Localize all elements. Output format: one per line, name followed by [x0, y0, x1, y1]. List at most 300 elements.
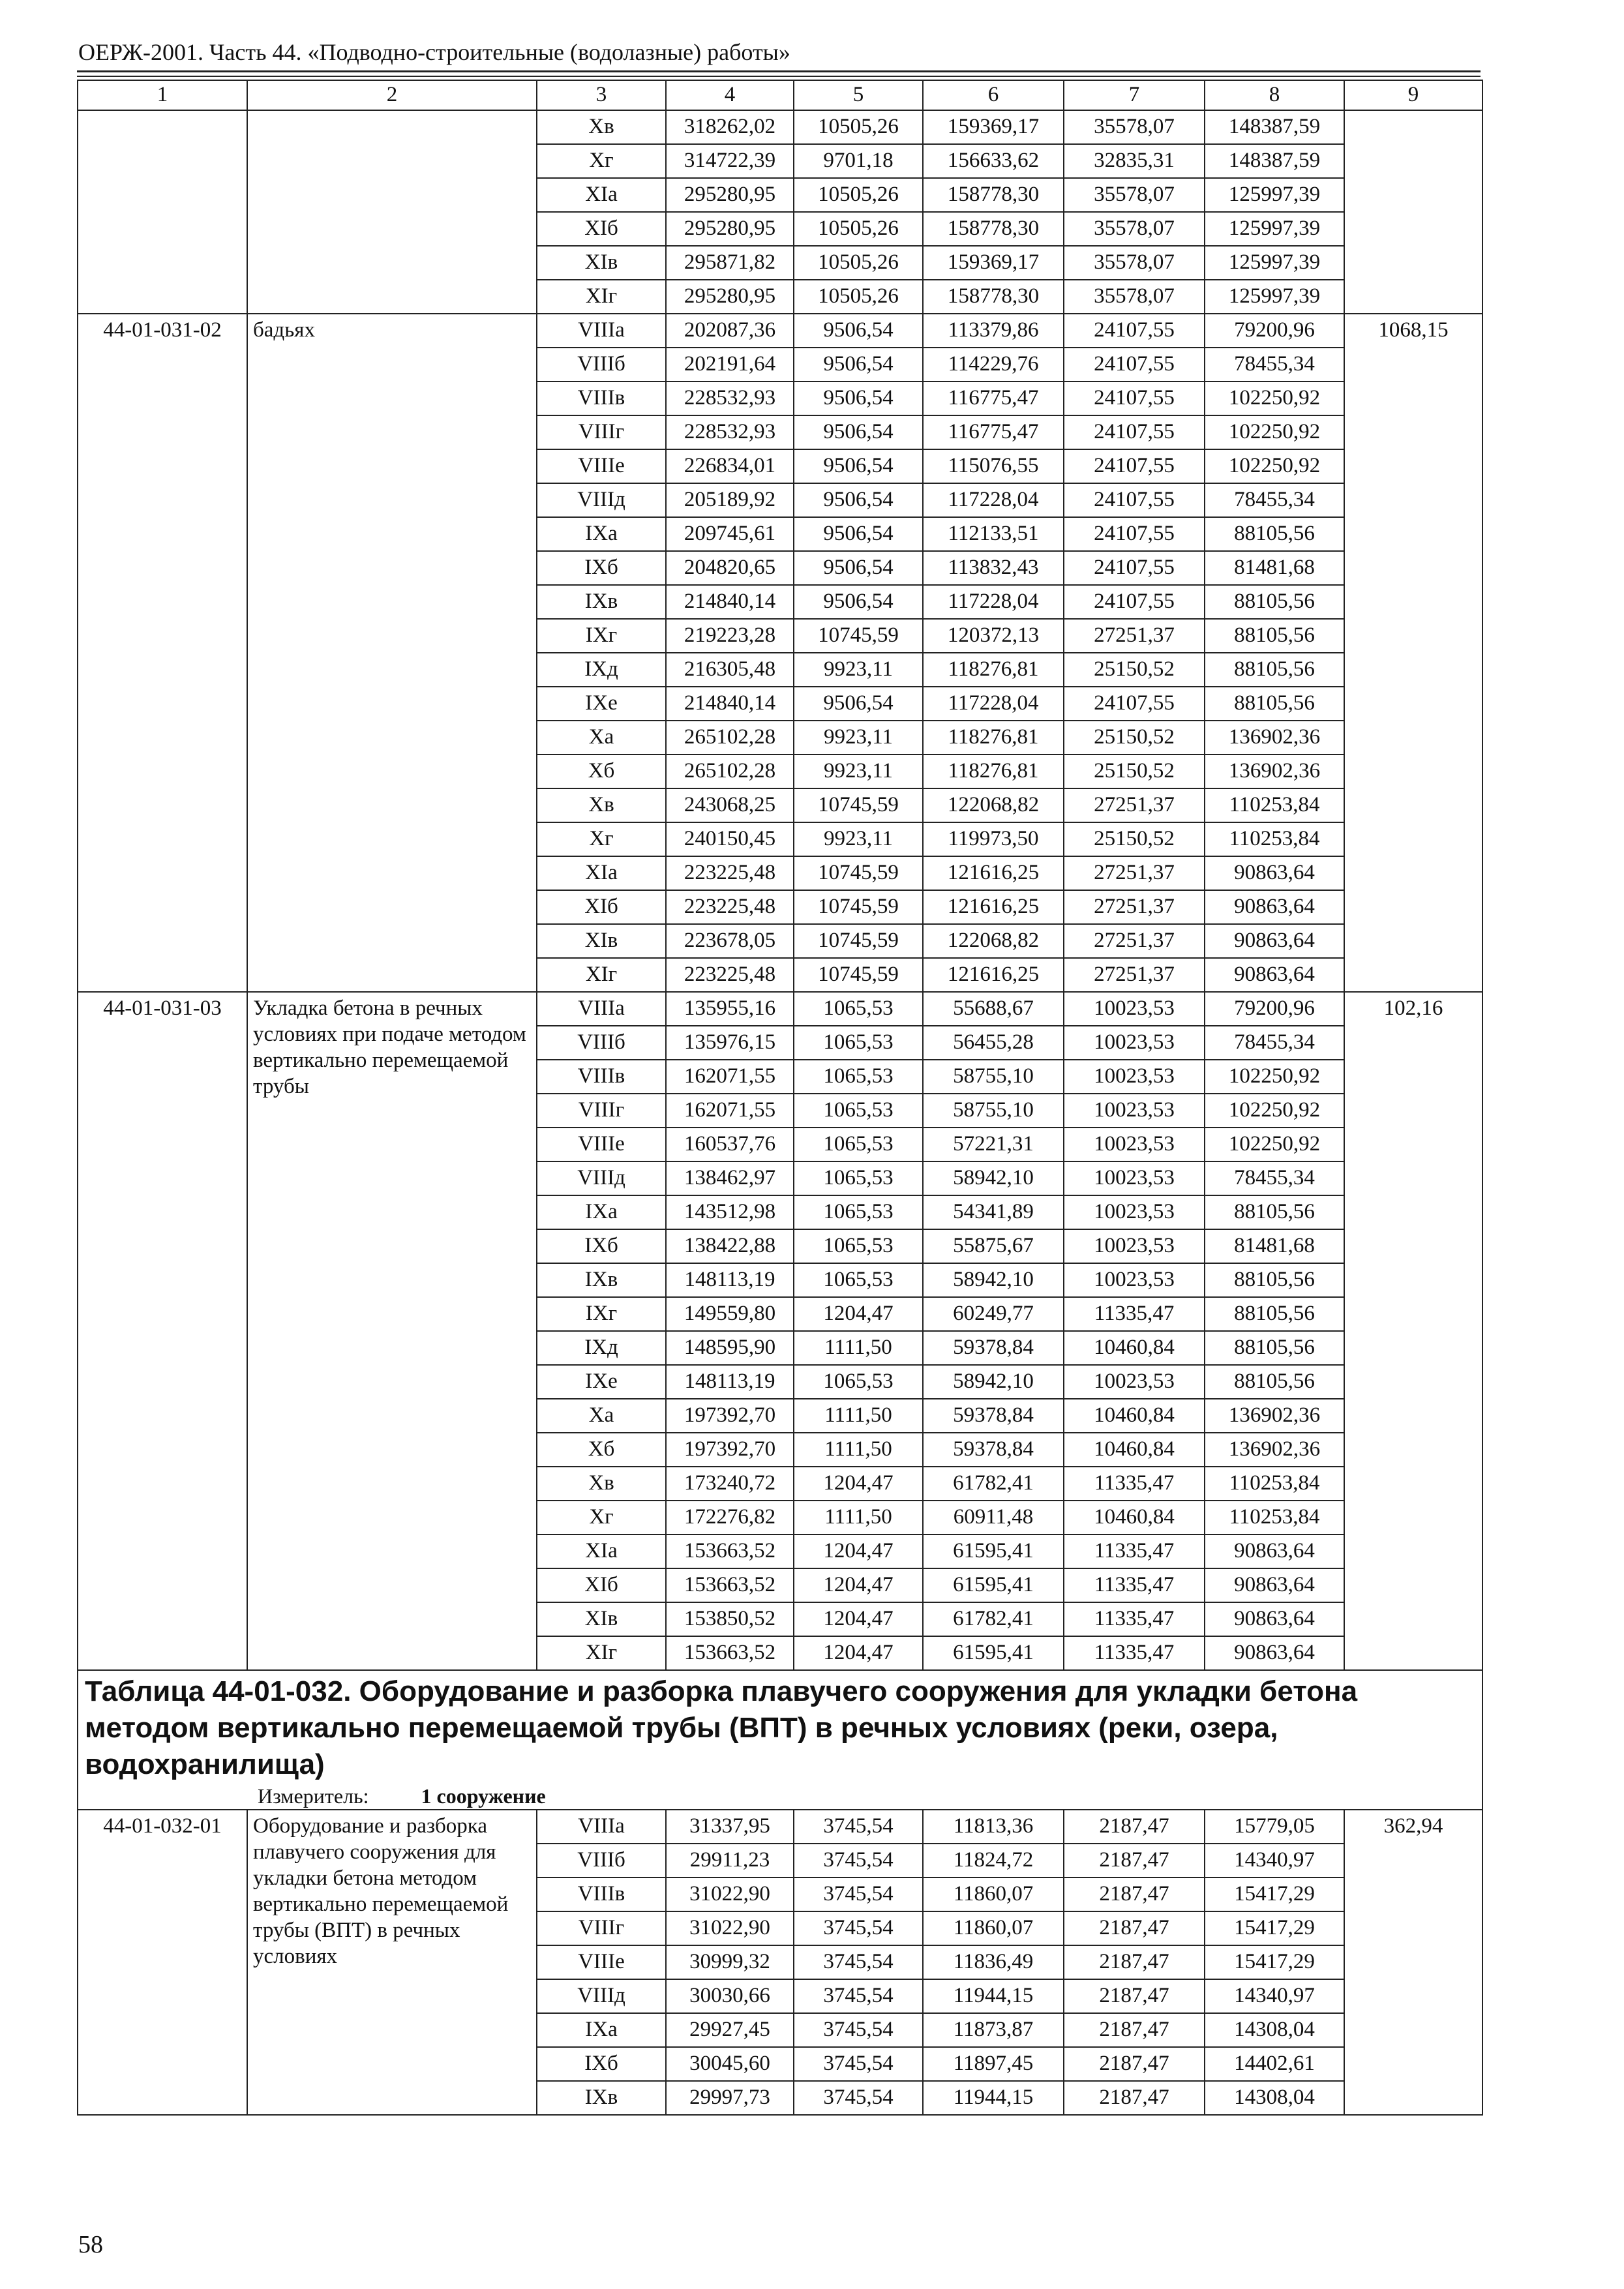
- zone-cell: VIIIе: [537, 1945, 666, 1979]
- value-cell: 60249,77: [923, 1297, 1064, 1331]
- value-cell: 29927,45: [666, 2013, 794, 2047]
- value-cell: 35578,07: [1064, 110, 1205, 144]
- zone-cell: IХа: [537, 517, 666, 551]
- value-cell: 2187,47: [1064, 1844, 1205, 1878]
- zone-cell: VIIIа: [537, 992, 666, 1026]
- value-cell: 10023,53: [1064, 1094, 1205, 1128]
- value-cell: 10505,26: [794, 280, 923, 314]
- value-cell: 10745,59: [794, 856, 923, 890]
- table-row: [78, 992, 1482, 1026]
- value-cell: 81481,68: [1205, 551, 1344, 585]
- value-cell: 149559,80: [666, 1297, 794, 1331]
- value-cell: 9923,11: [794, 721, 923, 755]
- value-cell: 55688,67: [923, 992, 1064, 1026]
- value-cell: 79200,96: [1205, 314, 1344, 348]
- value-cell: 11897,45: [923, 2047, 1064, 2081]
- value-cell: 27251,37: [1064, 890, 1205, 924]
- value-cell: 112133,51: [923, 517, 1064, 551]
- value-cell: 148387,59: [1205, 110, 1344, 144]
- value-cell: 24107,55: [1064, 449, 1205, 483]
- value-cell: 9506,54: [794, 382, 923, 415]
- value-cell: 90863,64: [1205, 1602, 1344, 1636]
- value-cell: 27251,37: [1064, 924, 1205, 958]
- value-cell: 143512,98: [666, 1195, 794, 1229]
- rates-table: [77, 80, 1483, 2116]
- value-cell: 11860,07: [923, 1878, 1064, 1911]
- value-cell: 172276,82: [666, 1501, 794, 1534]
- rate-code: [78, 110, 247, 314]
- value-cell: 116775,47: [923, 415, 1064, 449]
- column-number-cell: 2: [247, 80, 537, 110]
- value-cell: 113832,43: [923, 551, 1064, 585]
- value-cell: 11824,72: [923, 1844, 1064, 1878]
- table-row: [78, 1810, 1482, 1844]
- value-cell: 88105,56: [1205, 1297, 1344, 1331]
- value-cell: 59378,84: [923, 1433, 1064, 1467]
- col9-value: [1344, 110, 1482, 314]
- value-cell: 11335,47: [1064, 1534, 1205, 1568]
- value-cell: 32835,31: [1064, 144, 1205, 178]
- value-cell: 10460,84: [1064, 1501, 1205, 1534]
- value-cell: 35578,07: [1064, 212, 1205, 246]
- value-cell: 30030,66: [666, 1979, 794, 2013]
- value-cell: 1065,53: [794, 1094, 923, 1128]
- value-cell: 1204,47: [794, 1297, 923, 1331]
- value-cell: 160537,76: [666, 1128, 794, 1161]
- value-cell: 1111,50: [794, 1331, 923, 1365]
- zone-cell: VIIIб: [537, 1844, 666, 1878]
- value-cell: 10745,59: [794, 924, 923, 958]
- column-number-cell: 6: [923, 80, 1064, 110]
- zone-cell: IХе: [537, 687, 666, 721]
- value-cell: 24107,55: [1064, 314, 1205, 348]
- value-cell: 90863,64: [1205, 1636, 1344, 1670]
- value-cell: 11944,15: [923, 2081, 1064, 2115]
- value-cell: 11944,15: [923, 1979, 1064, 2013]
- value-cell: 156633,62: [923, 144, 1064, 178]
- value-cell: 158778,30: [923, 178, 1064, 212]
- value-cell: 29997,73: [666, 2081, 794, 2115]
- value-cell: 102250,92: [1205, 1060, 1344, 1094]
- zone-cell: IХг: [537, 619, 666, 653]
- zone-cell: IХв: [537, 585, 666, 619]
- value-cell: 56455,28: [923, 1026, 1064, 1060]
- value-cell: 1065,53: [794, 1229, 923, 1263]
- value-cell: 25150,52: [1064, 653, 1205, 687]
- col9-value: 362,94: [1344, 1810, 1482, 2115]
- value-cell: 88105,56: [1205, 585, 1344, 619]
- value-cell: 10460,84: [1064, 1331, 1205, 1365]
- value-cell: 122068,82: [923, 788, 1064, 822]
- value-cell: 60911,48: [923, 1501, 1064, 1534]
- value-cell: 31022,90: [666, 1911, 794, 1945]
- value-cell: 11335,47: [1064, 1636, 1205, 1670]
- value-cell: 11335,47: [1064, 1568, 1205, 1602]
- column-number-cell: 4: [666, 80, 794, 110]
- value-cell: 113379,86: [923, 314, 1064, 348]
- value-cell: 10023,53: [1064, 1365, 1205, 1399]
- value-cell: 204820,65: [666, 551, 794, 585]
- value-cell: 10023,53: [1064, 992, 1205, 1026]
- column-number-cell: 5: [794, 80, 923, 110]
- zone-cell: IХе: [537, 1365, 666, 1399]
- table-title-cell: [78, 1670, 1482, 1810]
- value-cell: 35578,07: [1064, 178, 1205, 212]
- value-cell: 10023,53: [1064, 1161, 1205, 1195]
- value-cell: 11813,36: [923, 1810, 1064, 1844]
- value-cell: 9506,54: [794, 314, 923, 348]
- value-cell: 1204,47: [794, 1534, 923, 1568]
- value-cell: 78455,34: [1205, 1026, 1344, 1060]
- value-cell: 58942,10: [923, 1263, 1064, 1297]
- page-number: 58: [78, 2231, 103, 2258]
- value-cell: 11860,07: [923, 1911, 1064, 1945]
- value-cell: 1065,53: [794, 992, 923, 1026]
- value-cell: 24107,55: [1064, 551, 1205, 585]
- rate-description: Оборудование и разборка плавучего сооружения для укладки бетона методом вертикально перемещаемой трубы (ВПТ) в речных условиях: [247, 1810, 537, 2115]
- value-cell: 9506,54: [794, 483, 923, 517]
- zone-cell: IХд: [537, 653, 666, 687]
- value-cell: 153663,52: [666, 1636, 794, 1670]
- value-cell: 102250,92: [1205, 1128, 1344, 1161]
- value-cell: 81481,68: [1205, 1229, 1344, 1263]
- value-cell: 153663,52: [666, 1534, 794, 1568]
- value-cell: 90863,64: [1205, 1568, 1344, 1602]
- rate-code: 44-01-032-01: [78, 1810, 247, 2115]
- value-cell: 118276,81: [923, 755, 1064, 788]
- value-cell: 1111,50: [794, 1501, 923, 1534]
- value-cell: 314722,39: [666, 144, 794, 178]
- value-cell: 197392,70: [666, 1433, 794, 1467]
- value-cell: 10745,59: [794, 958, 923, 992]
- zone-cell: ХIб: [537, 890, 666, 924]
- value-cell: 1065,53: [794, 1128, 923, 1161]
- col9-value: 102,16: [1344, 992, 1482, 1670]
- value-cell: 202191,64: [666, 348, 794, 382]
- value-cell: 30999,32: [666, 1945, 794, 1979]
- zone-cell: VIIIд: [537, 1979, 666, 2013]
- zone-cell: ХIб: [537, 212, 666, 246]
- value-cell: 197392,70: [666, 1399, 794, 1433]
- value-cell: 61595,41: [923, 1534, 1064, 1568]
- value-cell: 265102,28: [666, 721, 794, 755]
- value-cell: 78455,34: [1205, 1161, 1344, 1195]
- value-cell: 9506,54: [794, 585, 923, 619]
- value-cell: 14340,97: [1205, 1979, 1344, 2013]
- zone-cell: ХIв: [537, 924, 666, 958]
- zone-cell: IХа: [537, 1195, 666, 1229]
- value-cell: 10023,53: [1064, 1026, 1205, 1060]
- value-cell: 90863,64: [1205, 890, 1344, 924]
- value-cell: 24107,55: [1064, 483, 1205, 517]
- value-cell: 102250,92: [1205, 449, 1344, 483]
- value-cell: 115076,55: [923, 449, 1064, 483]
- value-cell: 119973,50: [923, 822, 1064, 856]
- value-cell: 15417,29: [1205, 1911, 1344, 1945]
- value-cell: 10745,59: [794, 890, 923, 924]
- value-cell: 31337,95: [666, 1810, 794, 1844]
- value-cell: 243068,25: [666, 788, 794, 822]
- value-cell: 214840,14: [666, 585, 794, 619]
- value-cell: 125997,39: [1205, 178, 1344, 212]
- zone-cell: VIIIв: [537, 382, 666, 415]
- value-cell: 9506,54: [794, 551, 923, 585]
- value-cell: 10745,59: [794, 788, 923, 822]
- value-cell: 24107,55: [1064, 585, 1205, 619]
- zone-cell: Хб: [537, 1433, 666, 1467]
- value-cell: 2187,47: [1064, 2081, 1205, 2115]
- value-cell: 135976,15: [666, 1026, 794, 1060]
- value-cell: 79200,96: [1205, 992, 1344, 1026]
- value-cell: 120372,13: [923, 619, 1064, 653]
- value-cell: 10023,53: [1064, 1195, 1205, 1229]
- value-cell: 159369,17: [923, 246, 1064, 280]
- value-cell: 78455,34: [1205, 483, 1344, 517]
- value-cell: 14308,04: [1205, 2081, 1344, 2115]
- value-cell: 9506,54: [794, 517, 923, 551]
- value-cell: 10460,84: [1064, 1399, 1205, 1433]
- value-cell: 135955,16: [666, 992, 794, 1026]
- page-header: ОЕРЖ-2001. Часть 44. «Подводно-строительные (водолазные) работы»: [78, 39, 790, 65]
- value-cell: 102250,92: [1205, 415, 1344, 449]
- zone-cell: Хг: [537, 144, 666, 178]
- table-title: Таблица 44-01-032. Оборудование и разборка плавучего сооружения для укладки бетона методом вертикально перемещаемой трубы (ВПТ) в речных условиях (реки, озера, водохранилища): [85, 1675, 1358, 1780]
- zone-cell: ХIа: [537, 1534, 666, 1568]
- zone-cell: ХIв: [537, 246, 666, 280]
- value-cell: 10023,53: [1064, 1229, 1205, 1263]
- value-cell: 9506,54: [794, 348, 923, 382]
- value-cell: 295871,82: [666, 246, 794, 280]
- zone-cell: ХIб: [537, 1568, 666, 1602]
- value-cell: 61595,41: [923, 1636, 1064, 1670]
- value-cell: 1065,53: [794, 1161, 923, 1195]
- value-cell: 122068,82: [923, 924, 1064, 958]
- zone-cell: VIIIг: [537, 1911, 666, 1945]
- value-cell: 265102,28: [666, 755, 794, 788]
- value-cell: 125997,39: [1205, 212, 1344, 246]
- value-cell: 223678,05: [666, 924, 794, 958]
- value-cell: 1065,53: [794, 1026, 923, 1060]
- value-cell: 29911,23: [666, 1844, 794, 1878]
- value-cell: 223225,48: [666, 856, 794, 890]
- value-cell: 11873,87: [923, 2013, 1064, 2047]
- value-cell: 90863,64: [1205, 856, 1344, 890]
- value-cell: 14402,61: [1205, 2047, 1344, 2081]
- zone-cell: IХв: [537, 2081, 666, 2115]
- value-cell: 1065,53: [794, 1263, 923, 1297]
- value-cell: 1111,50: [794, 1399, 923, 1433]
- value-cell: 3745,54: [794, 1810, 923, 1844]
- value-cell: 295280,95: [666, 280, 794, 314]
- value-cell: 2187,47: [1064, 1810, 1205, 1844]
- value-cell: 88105,56: [1205, 619, 1344, 653]
- value-cell: 118276,81: [923, 721, 1064, 755]
- value-cell: 9506,54: [794, 687, 923, 721]
- value-cell: 138462,97: [666, 1161, 794, 1195]
- value-cell: 110253,84: [1205, 1467, 1344, 1501]
- zone-cell: IХб: [537, 551, 666, 585]
- value-cell: 205189,92: [666, 483, 794, 517]
- column-number-row: [78, 80, 1482, 110]
- value-cell: 10023,53: [1064, 1128, 1205, 1161]
- zone-cell: VIIIе: [537, 1128, 666, 1161]
- value-cell: 11335,47: [1064, 1297, 1205, 1331]
- value-cell: 10023,53: [1064, 1263, 1205, 1297]
- zone-cell: VIIIв: [537, 1878, 666, 1911]
- value-cell: 136902,36: [1205, 1433, 1344, 1467]
- value-cell: 88105,56: [1205, 1331, 1344, 1365]
- value-cell: 158778,30: [923, 280, 1064, 314]
- value-cell: 117228,04: [923, 585, 1064, 619]
- measure-line: [85, 1783, 1475, 1809]
- rate-description: [247, 110, 537, 314]
- zone-cell: IХа: [537, 2013, 666, 2047]
- value-cell: 121616,25: [923, 958, 1064, 992]
- value-cell: 15417,29: [1205, 1878, 1344, 1911]
- value-cell: 121616,25: [923, 890, 1064, 924]
- value-cell: 118276,81: [923, 653, 1064, 687]
- value-cell: 214840,14: [666, 687, 794, 721]
- value-cell: 2187,47: [1064, 1911, 1205, 1945]
- value-cell: 88105,56: [1205, 687, 1344, 721]
- value-cell: 11335,47: [1064, 1467, 1205, 1501]
- column-number-cell: 3: [537, 80, 666, 110]
- value-cell: 9923,11: [794, 755, 923, 788]
- value-cell: 27251,37: [1064, 619, 1205, 653]
- value-cell: 1204,47: [794, 1467, 923, 1501]
- zone-cell: IХб: [537, 1229, 666, 1263]
- value-cell: 3745,54: [794, 1844, 923, 1878]
- value-cell: 61782,41: [923, 1467, 1064, 1501]
- value-cell: 125997,39: [1205, 246, 1344, 280]
- value-cell: 25150,52: [1064, 721, 1205, 755]
- rate-description: бадьях: [247, 314, 537, 992]
- table-row: [78, 110, 1482, 144]
- value-cell: 114229,76: [923, 348, 1064, 382]
- value-cell: 78455,34: [1205, 348, 1344, 382]
- zone-cell: Ха: [537, 721, 666, 755]
- zone-cell: VIIIб: [537, 348, 666, 382]
- value-cell: 11836,49: [923, 1945, 1064, 1979]
- value-cell: 59378,84: [923, 1399, 1064, 1433]
- value-cell: 162071,55: [666, 1060, 794, 1094]
- value-cell: 30045,60: [666, 2047, 794, 2081]
- value-cell: 102250,92: [1205, 382, 1344, 415]
- value-cell: 2187,47: [1064, 1945, 1205, 1979]
- value-cell: 1204,47: [794, 1602, 923, 1636]
- value-cell: 295280,95: [666, 212, 794, 246]
- zone-cell: VIIIа: [537, 1810, 666, 1844]
- value-cell: 35578,07: [1064, 246, 1205, 280]
- zone-cell: ХIв: [537, 1602, 666, 1636]
- value-cell: 10505,26: [794, 212, 923, 246]
- column-number-cell: 9: [1344, 80, 1482, 110]
- header-rule: [77, 76, 1481, 77]
- value-cell: 61782,41: [923, 1602, 1064, 1636]
- value-cell: 3745,54: [794, 2081, 923, 2115]
- value-cell: 223225,48: [666, 890, 794, 924]
- value-cell: 153850,52: [666, 1602, 794, 1636]
- value-cell: 148113,19: [666, 1263, 794, 1297]
- value-cell: 116775,47: [923, 382, 1064, 415]
- column-number-cell: 1: [78, 80, 247, 110]
- value-cell: 10505,26: [794, 246, 923, 280]
- value-cell: 9923,11: [794, 822, 923, 856]
- value-cell: 24107,55: [1064, 687, 1205, 721]
- value-cell: 136902,36: [1205, 1399, 1344, 1433]
- value-cell: 27251,37: [1064, 788, 1205, 822]
- value-cell: 59378,84: [923, 1331, 1064, 1365]
- zone-cell: Хв: [537, 110, 666, 144]
- value-cell: 1065,53: [794, 1365, 923, 1399]
- value-cell: 102250,92: [1205, 1094, 1344, 1128]
- value-cell: 153663,52: [666, 1568, 794, 1602]
- zone-cell: Хг: [537, 1501, 666, 1534]
- value-cell: 148387,59: [1205, 144, 1344, 178]
- value-cell: 110253,84: [1205, 822, 1344, 856]
- value-cell: 58755,10: [923, 1060, 1064, 1094]
- value-cell: 1065,53: [794, 1195, 923, 1229]
- value-cell: 223225,48: [666, 958, 794, 992]
- value-cell: 88105,56: [1205, 1263, 1344, 1297]
- value-cell: 25150,52: [1064, 822, 1205, 856]
- value-cell: 61595,41: [923, 1568, 1064, 1602]
- value-cell: 10745,59: [794, 619, 923, 653]
- rate-code: 44-01-031-02: [78, 314, 247, 992]
- value-cell: 9701,18: [794, 144, 923, 178]
- value-cell: 3745,54: [794, 1878, 923, 1911]
- value-cell: 1204,47: [794, 1568, 923, 1602]
- value-cell: 2187,47: [1064, 2013, 1205, 2047]
- zone-cell: ХIг: [537, 958, 666, 992]
- value-cell: 55875,67: [923, 1229, 1064, 1263]
- value-cell: 88105,56: [1205, 653, 1344, 687]
- value-cell: 226834,01: [666, 449, 794, 483]
- value-cell: 24107,55: [1064, 415, 1205, 449]
- value-cell: 228532,93: [666, 382, 794, 415]
- value-cell: 58755,10: [923, 1094, 1064, 1128]
- zone-cell: VIIIг: [537, 415, 666, 449]
- value-cell: 1204,47: [794, 1636, 923, 1670]
- value-cell: 158778,30: [923, 212, 1064, 246]
- value-cell: 10460,84: [1064, 1433, 1205, 1467]
- value-cell: 88105,56: [1205, 1195, 1344, 1229]
- value-cell: 58942,10: [923, 1365, 1064, 1399]
- zone-cell: ХIг: [537, 280, 666, 314]
- value-cell: 110253,84: [1205, 788, 1344, 822]
- value-cell: 10505,26: [794, 110, 923, 144]
- value-cell: 54341,89: [923, 1195, 1064, 1229]
- zone-cell: IХд: [537, 1331, 666, 1365]
- value-cell: 9506,54: [794, 415, 923, 449]
- value-cell: 10505,26: [794, 178, 923, 212]
- value-cell: 9506,54: [794, 449, 923, 483]
- value-cell: 228532,93: [666, 415, 794, 449]
- value-cell: 117228,04: [923, 483, 1064, 517]
- value-cell: 117228,04: [923, 687, 1064, 721]
- value-cell: 216305,48: [666, 653, 794, 687]
- value-cell: 90863,64: [1205, 1534, 1344, 1568]
- value-cell: 138422,88: [666, 1229, 794, 1263]
- value-cell: 3745,54: [794, 1911, 923, 1945]
- value-cell: 3745,54: [794, 2047, 923, 2081]
- zone-cell: Хг: [537, 822, 666, 856]
- zone-cell: ХIг: [537, 1636, 666, 1670]
- value-cell: 88105,56: [1205, 517, 1344, 551]
- value-cell: 110253,84: [1205, 1501, 1344, 1534]
- table-row: [78, 314, 1482, 348]
- value-cell: 88105,56: [1205, 1365, 1344, 1399]
